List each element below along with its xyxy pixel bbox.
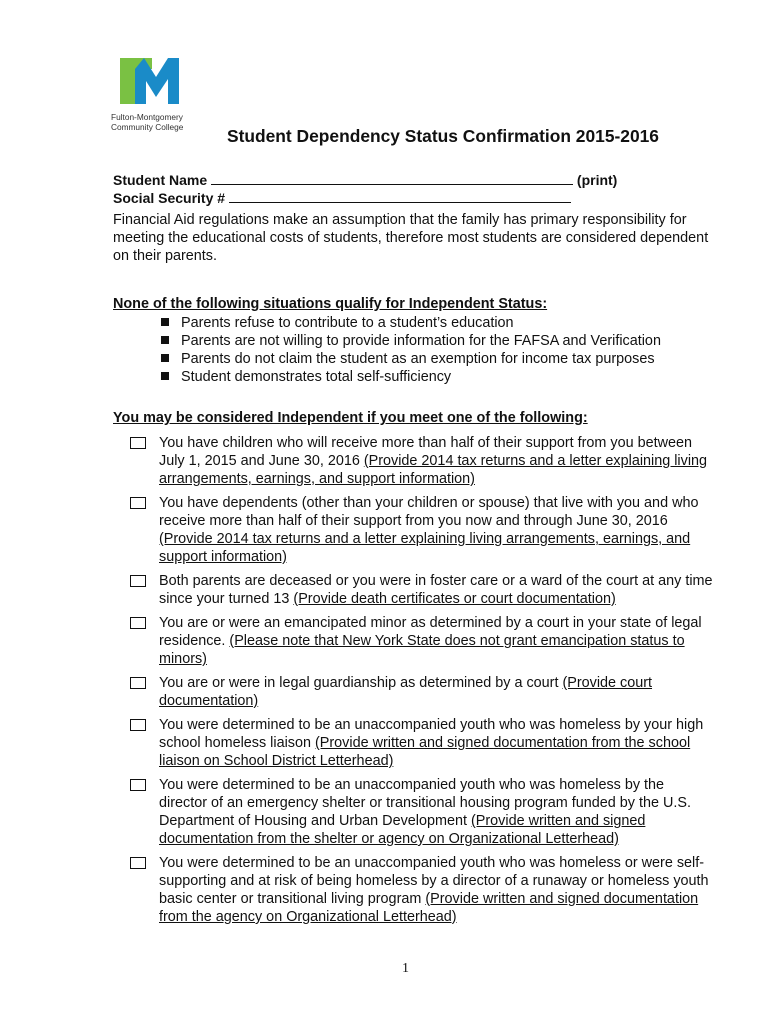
option-text: You were determined to be an unaccompanied youth who was homeless or were self-supporting and at risk of being homeless by a director of a runaway or homeless youth basic center or transitional living program — [159, 855, 709, 907]
list-item: Parents are not willing to provide information for the FAFSA and Verification — [161, 332, 661, 350]
student-name-line[interactable] — [211, 171, 573, 185]
option-text: You were determined to be an unaccompanied youth who was homeless by the director of an emergency shelter or transitional housing program funded by the U.S. Department of Housing and Urban Development — [159, 777, 691, 829]
college-logo — [111, 55, 191, 132]
none-heading: None of the following situations qualify for Independent Status: — [113, 296, 548, 312]
logo-caption-line2: Community College — [111, 122, 184, 132]
bullet-square-icon — [161, 336, 169, 344]
student-name-label: Student Name — [113, 172, 208, 188]
page-number: 1 — [402, 961, 409, 976]
intro-paragraph: Financial Aid regulations make an assumption that the family has primary responsibility for meeting the educational costs of students, therefore most students are considered dependent on their parents. — [113, 212, 709, 264]
none-list — [161, 314, 661, 386]
option-note: (Provide death certificates or court documentation) — [293, 591, 616, 607]
independent-heading: You may be considered Independent if you meet one of the following: — [113, 410, 588, 426]
option-note: (Please note that New York State does not grant emancipation status to minors) — [159, 633, 685, 667]
ssn-label: Social Security # — [113, 190, 226, 206]
option-checkbox[interactable] — [130, 497, 146, 509]
option-checkbox[interactable] — [130, 779, 146, 791]
ssn-field — [113, 189, 571, 206]
option-checkbox[interactable] — [130, 437, 146, 449]
fm-logo-icon — [111, 55, 181, 107]
bullet-square-icon — [161, 372, 169, 380]
bullet-square-icon — [161, 354, 169, 362]
list-item: Parents do not claim the student as an exemption for income tax purposes — [161, 350, 661, 368]
option-checkbox[interactable] — [130, 575, 146, 587]
option-text: You are or were an emancipated minor as determined by a court in your state of legal residence. — [159, 615, 702, 649]
option-text: Both parents are deceased or you were in foster care or a ward of the court at any time since your turned 13 — [159, 573, 713, 607]
option-checkbox[interactable] — [130, 617, 146, 629]
option-checkbox[interactable] — [130, 677, 146, 689]
list-item: Student demonstrates total self-sufficiency — [161, 368, 661, 386]
option-note: (Provide court documentation) — [159, 675, 653, 709]
option-checkbox[interactable] — [130, 857, 146, 869]
option-note: (Provide written and signed documentation from the shelter or agency on Organizational Letterhead) — [159, 813, 646, 847]
option-note: (Provide 2014 tax returns and a letter explaining living arrangements, earnings, and support information) — [159, 453, 708, 487]
option-note: (Provide written and signed documentation from the school liaison on School District Letterhead) — [159, 735, 691, 769]
bullet-square-icon — [161, 318, 169, 326]
option-text: You have children who will receive more than half of their support from you between July 1, 2015 and June 30, 2016 — [159, 435, 693, 469]
student-name-field — [113, 171, 617, 188]
option-text: You are or were in legal guardianship as determined by a court — [159, 675, 559, 691]
list-item: Parents refuse to contribute to a student’s education — [161, 314, 661, 332]
option-note: (Provide written and signed documentation from the agency on Organizational Letterhead) — [159, 891, 699, 925]
student-name-suffix: (print) — [576, 172, 618, 188]
ssn-line[interactable] — [229, 189, 571, 203]
logo-caption-line1: Fulton-Montgomery — [111, 112, 183, 122]
option-text: You were determined to be an unaccompanied youth who was homeless by your high school homeless liaison — [159, 717, 704, 751]
option-text: You have dependents (other than your children or spouse) that live with you and who receive more than half of their support from you now and through June 30, 2016 — [159, 495, 699, 529]
page-title: Student Dependency Status Confirmation 2015-2016 — [227, 126, 659, 146]
option-note: (Provide 2014 tax returns and a letter explaining living arrangements, earnings, and support information) — [159, 531, 691, 565]
option-checkbox[interactable] — [130, 719, 146, 731]
